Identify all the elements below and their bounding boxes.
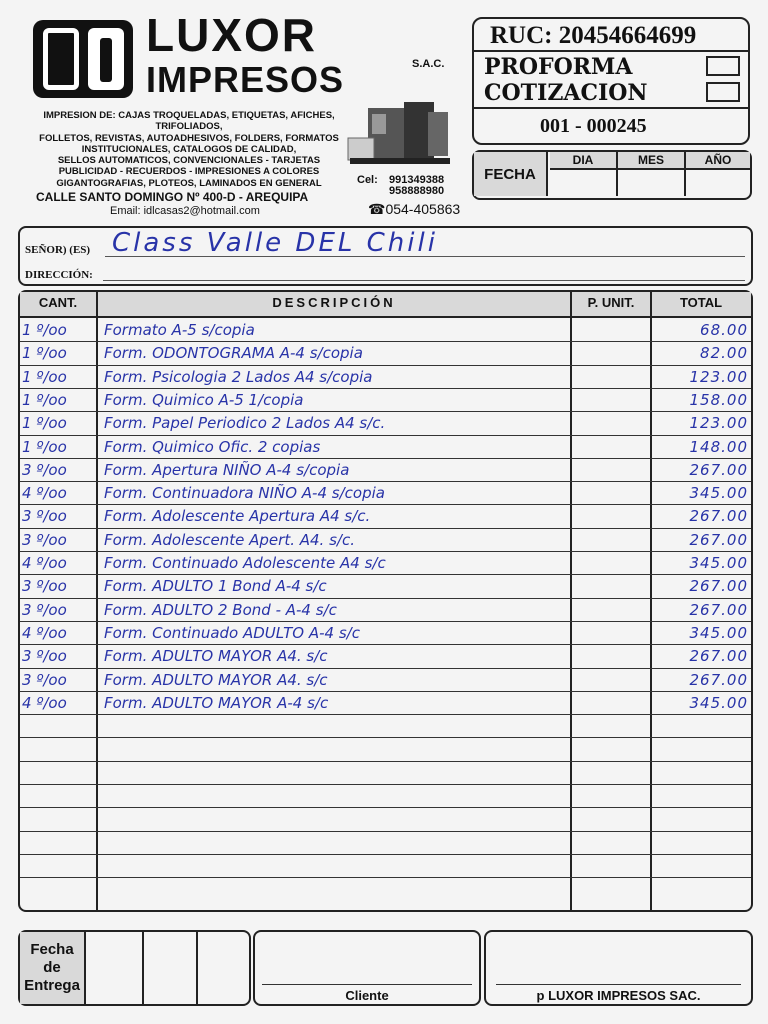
row-rule	[20, 807, 751, 808]
row-description: Form. Papel Periodico 2 Lados A4 s/c.	[104, 414, 386, 433]
header-punit: P. UNIT.	[587, 295, 635, 310]
row-total: 68.00	[700, 321, 748, 339]
document-type-labels	[484, 54, 648, 106]
row-description: Form. Quimico A-5 1/copia	[104, 390, 304, 409]
row-total: 148.00	[689, 437, 748, 456]
divider	[142, 932, 144, 1004]
cel-number-2: 958888980	[389, 185, 445, 197]
row-rule	[20, 877, 751, 878]
delivery-date-label: Fecha de Entrega	[20, 932, 86, 1004]
year-header: AÑO	[704, 153, 732, 167]
row-quantity: 3 º/oo	[22, 577, 67, 596]
proforma-checkbox[interactable]	[706, 56, 740, 76]
company-address: CALLE SANTO DOMINGO Nº 400-D - AREQUIPA	[36, 190, 309, 204]
row-description: Form. Apertura NIÑO A-4 s/copia	[104, 460, 350, 479]
row-total: 345.00	[689, 623, 748, 642]
divider	[616, 152, 618, 196]
row-rule	[20, 668, 751, 669]
row-rule	[20, 504, 751, 505]
row-rule	[20, 365, 751, 366]
row-rule	[20, 435, 751, 436]
row-description: Form. Continuado Adolescente A4 s/c	[104, 554, 386, 572]
row-rule	[20, 691, 751, 692]
company-signature-label: p LUXOR IMPRESOS SAC.	[536, 988, 701, 1003]
brand-suffix: S.A.C.	[412, 58, 445, 70]
row-rule	[20, 598, 751, 599]
row-rule	[20, 574, 751, 575]
service-line: INSTITUCIONALES, CATALOGOS DE CALIDAD,	[81, 143, 297, 155]
row-description: Form. ADULTO MAYOR A4. s/c	[104, 647, 328, 666]
row-total: 123.00	[689, 414, 748, 433]
row-total: 345.00	[689, 554, 748, 572]
row-quantity: 4 º/oo	[22, 623, 67, 642]
row-total: 345.00	[689, 693, 748, 712]
divider	[474, 50, 748, 52]
row-description: Form. Adolescente Apertura A4 s/c.	[104, 507, 371, 526]
row-description: Form. Adolescente Apert. A4. s/c.	[104, 530, 355, 549]
address-field[interactable]	[103, 280, 745, 281]
row-description: Form. ADULTO MAYOR A4. s/c	[104, 670, 328, 689]
proforma-label: PROFORMA	[484, 54, 633, 80]
printing-press-image	[340, 98, 452, 174]
row-rule	[20, 831, 751, 832]
row-description: Form. ADULTO 2 Bond - A-4 s/c	[104, 600, 337, 619]
row-quantity: 1 º/oo	[22, 437, 67, 456]
header-descripcion: DESCRIPCIÓN	[272, 295, 396, 310]
brand-name-line1: LUXOR	[146, 9, 317, 61]
month-header: MES	[637, 153, 664, 167]
row-description: Form. ADULTO 1 Bond A-4 s/c	[104, 577, 327, 596]
service-line: PUBLICIDAD - RECUERDOS - IMPRESIONES A COLORES	[58, 166, 320, 178]
row-quantity: 1 º/oo	[22, 367, 67, 386]
row-total: 267.00	[689, 577, 748, 596]
divider	[684, 152, 686, 196]
phone-number: ☎054-405863	[368, 201, 461, 217]
row-quantity: 4 º/oo	[22, 554, 67, 572]
divider	[474, 107, 748, 109]
divider	[196, 932, 198, 1004]
cotizacion-label: COTIZACION	[484, 80, 648, 106]
row-rule	[20, 737, 751, 738]
company-logo	[33, 20, 133, 98]
row-quantity: 3 º/oo	[22, 460, 67, 479]
column-divider	[96, 292, 98, 910]
row-rule	[20, 411, 751, 412]
cotizacion-checkbox[interactable]	[706, 82, 740, 102]
row-total: 267.00	[689, 600, 748, 619]
column-divider	[570, 292, 572, 910]
service-line: GIGANTOGRAFIAS, PLOTEOS, LAMINADOS EN GENERAL	[56, 177, 322, 189]
row-total: 267.00	[689, 647, 748, 666]
service-line: IMPRESION DE: CAJAS TROQUELADAS, ETIQUETAS, AFICHES, TRIFOLIADOS,	[43, 110, 335, 133]
cel-number-1: 991349388	[389, 174, 445, 186]
row-description: Form. Psicologia 2 Lados A4 s/copia	[104, 367, 373, 386]
row-rule	[20, 341, 751, 342]
row-quantity: 3 º/oo	[22, 670, 67, 689]
service-line: FOLLETOS, REVISTAS, AUTOADHESIVOS, FOLDERS, FORMATOS	[39, 132, 339, 144]
company-email: Email: idlcasas2@hotmail.com	[110, 205, 260, 217]
row-quantity: 3 º/oo	[22, 647, 67, 666]
ruc-number: RUC: 20454664699	[490, 22, 697, 49]
row-total: 267.00	[689, 530, 748, 549]
row-rule	[20, 481, 751, 482]
row-total: 267.00	[689, 670, 748, 689]
row-total: 123.00	[689, 367, 748, 386]
date-label: FECHA	[474, 152, 548, 196]
row-rule	[20, 528, 751, 529]
client-name-value[interactable]: Class Valle DEL Chili	[112, 228, 438, 258]
cel-label: Cel:	[357, 174, 378, 186]
brand-name-line2: IMPRESOS	[146, 59, 345, 100]
row-total: 267.00	[689, 460, 748, 479]
row-total: 345.00	[689, 484, 748, 503]
row-quantity: 1 º/oo	[22, 390, 67, 409]
document-number: 001 - 000245	[540, 115, 647, 137]
row-description: Form. Continuado ADULTO A-4 s/c	[104, 623, 360, 642]
address-label: DIRECCIÓN:	[25, 269, 93, 281]
row-description: Formato A-5 s/copia	[104, 321, 255, 339]
row-quantity: 4 º/oo	[22, 693, 67, 712]
service-line: SELLOS AUTOMATICOS, CONVENCIONALES - TARJETAS	[57, 155, 321, 167]
day-header: DIA	[572, 153, 594, 167]
row-description: Form. Continuadora NIÑO A-4 s/copia	[104, 484, 385, 503]
row-rule	[20, 854, 751, 855]
row-quantity: 1 º/oo	[22, 344, 67, 363]
row-rule	[20, 784, 751, 785]
row-rule	[20, 761, 751, 762]
row-total: 82.00	[700, 344, 748, 363]
client-signature-label: Cliente	[345, 988, 389, 1003]
row-rule	[20, 714, 751, 715]
header-cant: CANT.	[38, 295, 78, 310]
company-signature-line[interactable]	[496, 984, 741, 985]
client-signature-line[interactable]	[262, 984, 472, 985]
services-list	[28, 110, 350, 189]
row-rule	[20, 621, 751, 622]
row-rule	[20, 388, 751, 389]
row-rule	[20, 551, 751, 552]
header-total: TOTAL	[679, 295, 723, 310]
row-rule	[20, 644, 751, 645]
row-rule	[20, 458, 751, 459]
row-quantity: 3 º/oo	[22, 507, 67, 526]
row-total: 158.00	[689, 390, 748, 409]
row-quantity: 4 º/oo	[22, 484, 67, 503]
client-name-label: SEÑOR) (ES)	[25, 244, 91, 256]
row-total: 267.00	[689, 507, 748, 526]
row-quantity: 3 º/oo	[22, 530, 67, 549]
row-quantity: 3 º/oo	[22, 600, 67, 619]
row-description: Form. Quimico Ofic. 2 copias	[104, 437, 321, 456]
row-description: Form. ADULTO MAYOR A-4 s/c	[104, 693, 329, 712]
row-description: Form. ODONTOGRAMA A-4 s/copia	[104, 344, 363, 363]
row-quantity: 1 º/oo	[22, 321, 67, 339]
row-quantity: 1 º/oo	[22, 414, 67, 433]
